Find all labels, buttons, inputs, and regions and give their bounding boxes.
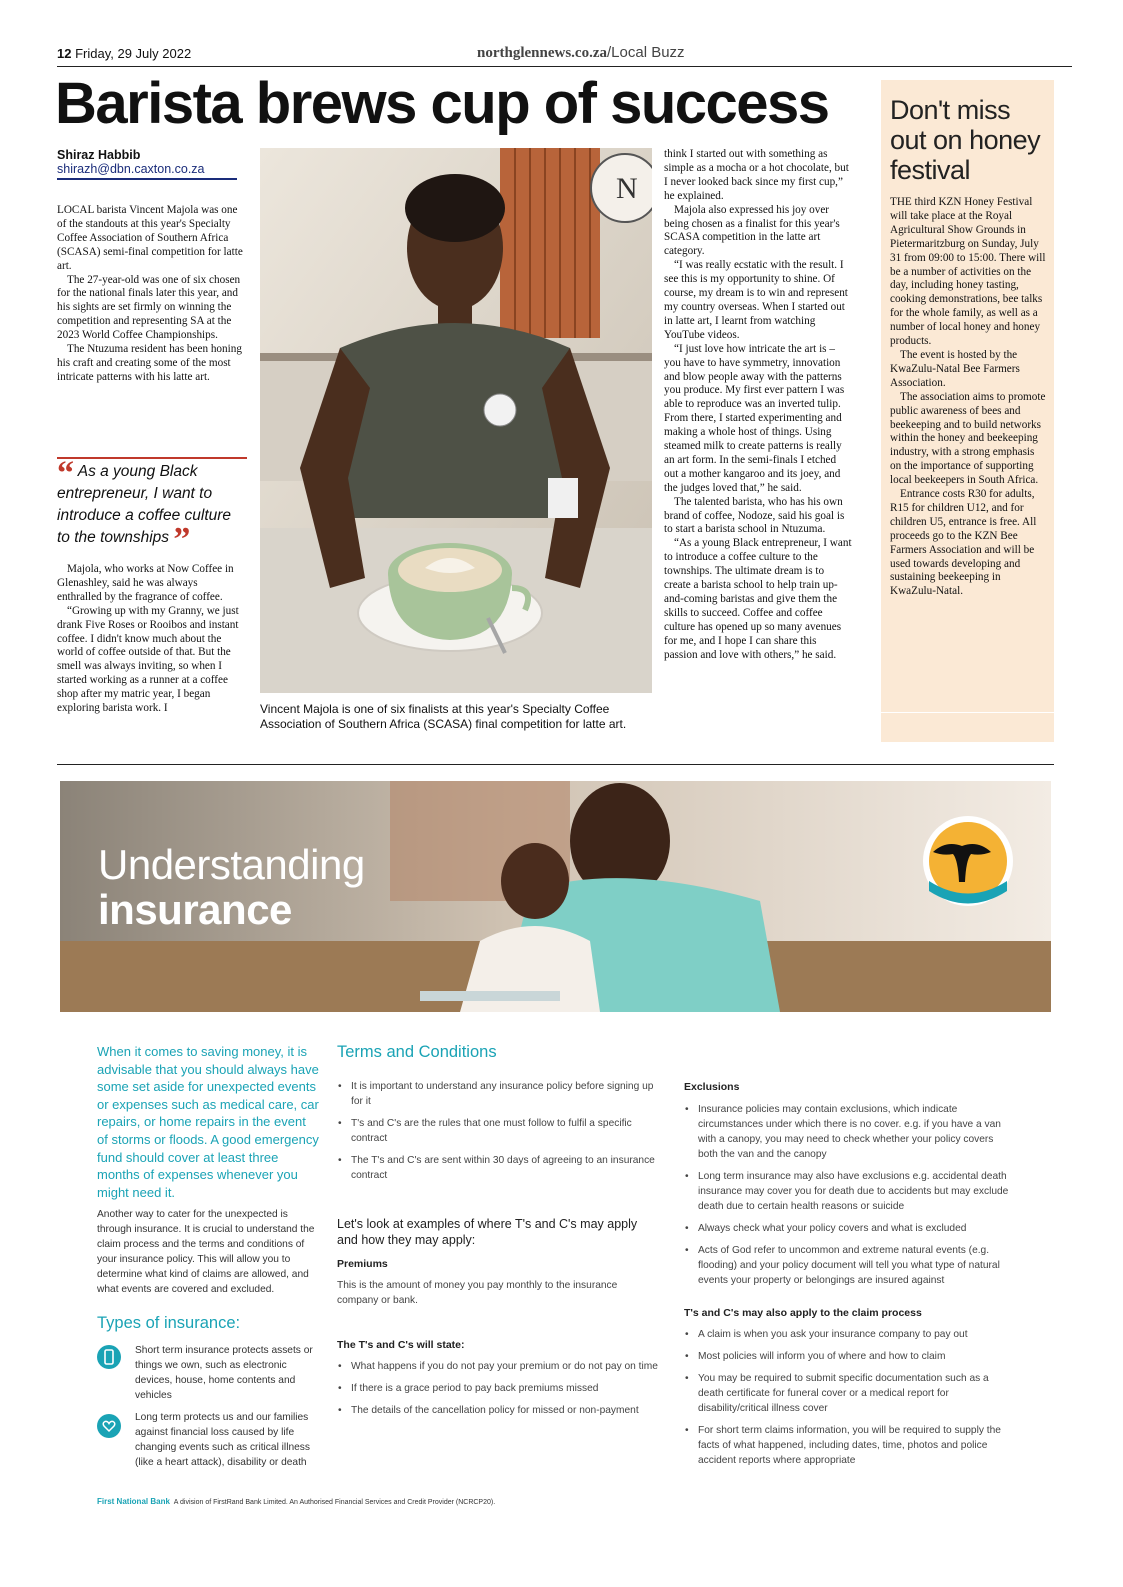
tree-logo-icon [921, 822, 1003, 904]
paragraph: Majola also expressed his joy over being chosen as a finalist for this year's SCASA competition in the latte art category. [664, 203, 840, 258]
paragraph: “I just love how intricate the art is – you have to have symmetry, innovation and blow people away with the patterns you produce. My first ever pattern I was able to reproduce was an inverted tulip. From there, I started experimenting and making a whole host of things. Using steamed milk to create patterns is really an art form. In the semi-finals I etched out a mother kangaroo and its joey, and the judges loved that,” he said. [664, 342, 845, 494]
sidebar-body [890, 196, 1047, 599]
fnb-logo [921, 822, 1003, 904]
section-name: /Local Buzz [607, 44, 685, 61]
section-divider [57, 764, 1054, 765]
list-item: • The T's and C's are sent within 30 days of agreeing to an insurance contract [337, 1153, 662, 1183]
ad-body: Another way to cater for the unexpected is through insurance. It is crucial to understand the claim process and the terms and conditions of your insurance policy. This will allow you to determine what kind of claims are allowed, and what events are covered and excluded. [97, 1209, 315, 1295]
paragraph: “Growing up with my Granny, we just drank Five Roses or Rooibos and instant coffee. I didn't know much about the world of coffee outside of that. But the smell was always inviting, so when I started working as a runner at a coffee shop after my matric year, I began exploring barista work. I [57, 604, 239, 715]
pull-quote [57, 455, 247, 558]
pull-quote-text: As a young Black entrepreneur, I want to introduce a coffee culture to the townships [57, 463, 232, 546]
phone-icon [97, 1345, 121, 1369]
ad-intro: When it comes to saving money, it is advisable that you should always have some set aside for unexpected events or expenses such as medical care, car repairs, or home repairs in the event of storms or floods. A good emergency fund should cover at least three months of expenses whenever you might need it. [97, 1044, 319, 1200]
claims-list [684, 1327, 1014, 1475]
header-rule [57, 66, 1072, 67]
page-header [57, 44, 1072, 64]
list-item: • For short term claims information, you will be required to supply the facts of what happened, including dates, time, photos and police accident reports where appropriate [684, 1423, 1014, 1468]
state-list [337, 1359, 667, 1425]
sidebar-title: Don't miss out on honey festival [890, 95, 1041, 185]
insurance-type-text: Short term insurance protects assets or things we own, such as electronic devices, house, home contents and vehicles [135, 1345, 313, 1401]
site-name: northglennews.co.za [477, 45, 607, 61]
list-item: • Insurance policies may contain exclusions, which indicate circumstances under which there is no cover. e.g. if you have a van with a canopy, you may need to check whether your policy covers both the van and the canopy [684, 1102, 1014, 1162]
footer-brand: First National Bank [97, 1497, 170, 1506]
insurance-type-text: Long term protects us and our families against financial loss caused by life changing events such as critical illness (like a heart attack), disability or death [135, 1412, 310, 1468]
headline: Barista brews cup of success [55, 71, 829, 136]
paragraph: “As a young Black entrepreneur, I want to introduce a coffee culture to the townships. The ultimate dream is to create a barista school to help train up-and-coming baristas and give them the skills to succeed. Coffee and coffee culture has opened up so many avenues for me, and I hope I can share this passion and love with others,” he said. [664, 537, 852, 661]
ad-footer [97, 1497, 495, 1506]
paragraph: The event is hosted by the KwaZulu-Natal Bee Farmers Association. [890, 348, 1020, 389]
ad-title-light: Understanding [98, 841, 365, 888]
list-item: • The details of the cancellation policy for missed or non-payment [337, 1403, 667, 1418]
paragraph: THE third KZN Honey Festival will take place at the Royal Agricultural Show Grounds in Pietermaritzburg on Sunday, July 31 from 09:00 to 15:00. There will be a number of activities on the day, including honey tasting, cooking demonstrations, bee talks for the whole family, as well as a number of local honey and honey products. [890, 196, 1046, 348]
photo-illustration [260, 148, 652, 693]
premiums-text: This is the amount of money you pay monthly to the insurance company or bank. [337, 1280, 618, 1306]
byline-rule [57, 178, 237, 180]
article-column-1b [57, 563, 243, 716]
exclusions-list [684, 1102, 1014, 1295]
paragraph: The talented barista, who has his own brand of coffee, Nodoze, said his goal is to start a barista school in Ntuzuma. [664, 495, 845, 536]
sidebar-rule [881, 712, 1054, 713]
claims-heading: T's and C's may also apply to the claim process [684, 1307, 922, 1319]
paragraph: think I started out with something as simple as a mocha or a hot chocolate, but I never looked back since my first cup,” he explained. [664, 148, 849, 202]
close-quote-icon: ” [173, 521, 191, 558]
article-column-3 [664, 148, 852, 663]
list-item: • What happens if you do not pay your premium or do not pay on time [337, 1359, 667, 1374]
page-number-date [57, 46, 191, 61]
page-number: 12 [57, 46, 72, 61]
footer-legal: A division of FirstRand Bank Limited. An Authorised Financial Services and Credit Provider (NCRCP20). [173, 1499, 496, 1506]
quote-rule [57, 457, 247, 459]
svg-text:N: N [616, 172, 638, 205]
exclusions-heading: Exclusions [684, 1081, 740, 1093]
list-item: • It is important to understand any insurance policy before signing up for it [337, 1079, 662, 1109]
list-item: • Most policies will inform you of where and how to claim [684, 1349, 1014, 1364]
issue-date: Friday, 29 July 2022 [75, 46, 192, 61]
examples-heading: Let's look at examples of where T's and C's may apply and how they may apply: [337, 1217, 638, 1247]
section-label [477, 44, 685, 62]
paragraph: The 27-year-old was one of six chosen for the national finals later this year, and his sights are set firmly on winning the competition and representing SA at the 2023 World Coffee Championships. [57, 273, 241, 342]
byline [57, 148, 237, 176]
premiums-heading: Premiums [337, 1258, 388, 1270]
author-name: Shiraz Habbib [57, 148, 141, 162]
list-item: • You may be required to submit specific documentation such as a death certificate for funeral cover or a medical report for disability/critical illness cover [684, 1371, 1014, 1416]
list-item: • T's and C's are the rules that one must follow to fulfil a specific contract [337, 1116, 662, 1146]
types-heading: Types of insurance: [97, 1314, 241, 1332]
list-item: • Always check what your policy covers and what is excluded [684, 1221, 1014, 1236]
photo-caption: Vincent Majola is one of six finalists at this year's Specialty Coffee Association of Southern Africa (SCASA) final competition for latte art. [260, 702, 627, 731]
paragraph: LOCAL barista Vincent Majola was one of the standouts at this year's Specialty Coffee Association of Southern Africa (SCASA) semi-final competition for latte art. [57, 204, 243, 272]
author-email[interactable]: shirazh@dbn.caxton.co.za [57, 162, 205, 176]
paragraph: Entrance costs R30 for adults, R15 for children U12, and for children U5, entrance is free. All proceeds go to the KZN Bee Farmers Association and will be used towards developing and sustaining beekeeping in KwaZulu-Natal. [890, 488, 1037, 598]
open-quote-icon: “ [57, 455, 74, 492]
paragraph: The Ntuzuma resident has been honing his craft and creating some of the most intricate patterns with his latte art. [57, 343, 242, 383]
paragraph: “I was really ecstatic with the result. I see this is my opportunity to shine. Of course, my dream is to win and represent my country overseas. When I started out in latte art, I learnt from watching YouTube videos. [664, 259, 848, 341]
tc-heading: Terms and Conditions [337, 1043, 497, 1061]
barista-photo [260, 148, 652, 693]
state-heading: The T's and C's will state: [337, 1339, 465, 1351]
paragraph: The association aims to promote public awareness of bees and beekeeping and to build networks within the honey and beekeeping industry, with a strong emphasis on the importance of supporting local beekeepers in South Africa. [890, 390, 1046, 487]
paragraph: Majola, who works at Now Coffee in Glenashley, said he was always enthralled by the fragrance of coffee. [57, 563, 234, 603]
article-column-1 [57, 204, 243, 385]
list-item: • A claim is when you ask your insurance company to pay out [684, 1327, 1014, 1342]
list-item: • Long term insurance may also have exclusions e.g. accidental death insurance may cover you for death due to accidents but may exclude death due to certain health reasons or suicide [684, 1169, 1014, 1214]
ad-title-bold: insurance [98, 886, 292, 933]
list-item: • Acts of God refer to uncommon and extreme natural events (e.g. flooding) and your policy document will tell you what type of natural events your property or belongings are insured against [684, 1243, 1014, 1288]
heart-hand-icon [97, 1414, 121, 1438]
list-item: • If there is a grace period to pay back premiums missed [337, 1381, 667, 1396]
tc-list [337, 1079, 662, 1190]
